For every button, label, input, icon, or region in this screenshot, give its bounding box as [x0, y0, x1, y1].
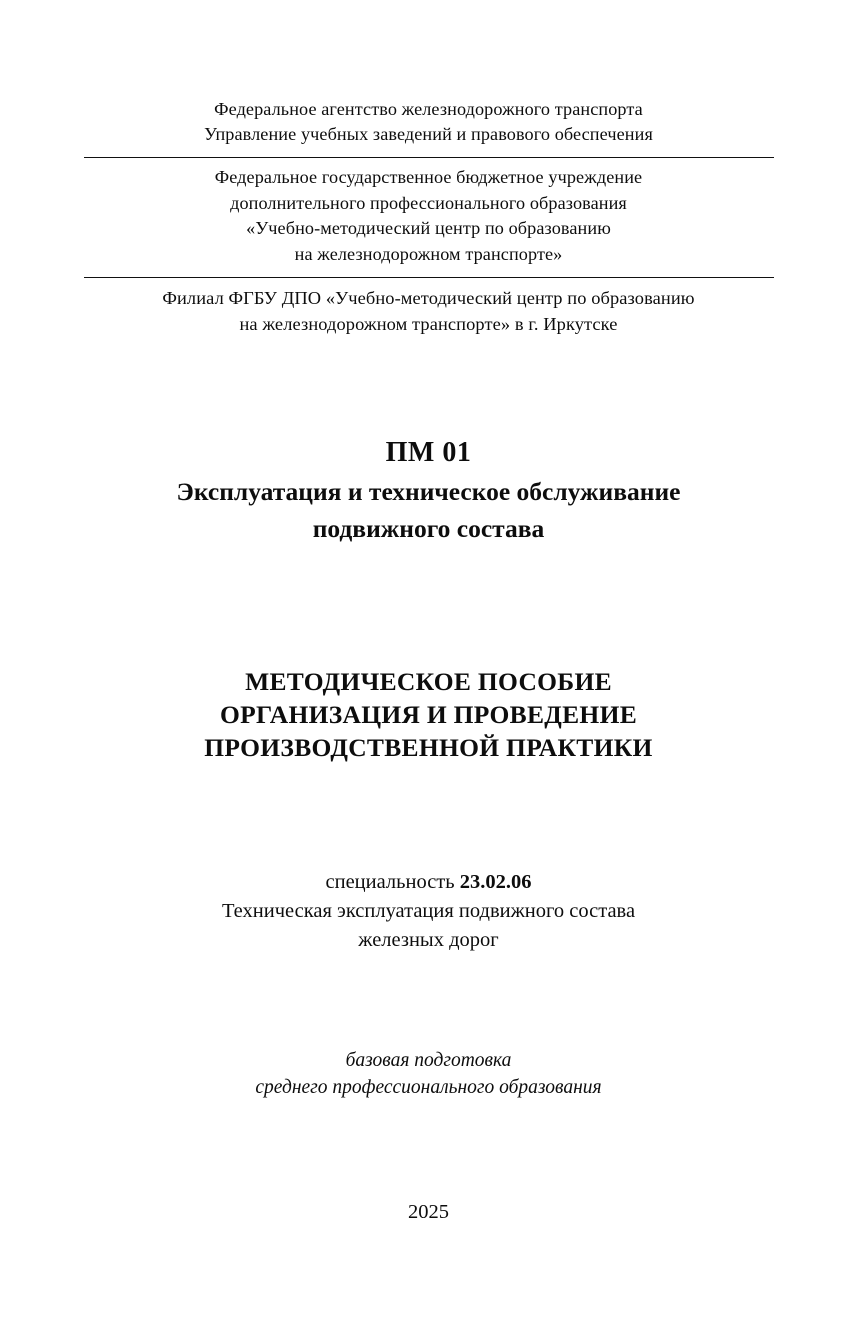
agency-group	[84, 97, 774, 151]
header-divider-2	[84, 277, 774, 278]
issuing-organization-block	[84, 97, 774, 341]
specialty-block	[0, 868, 857, 955]
title-page	[0, 97, 857, 1338]
page-title	[0, 665, 857, 764]
preparation-line-1: базовая подготовка	[345, 1050, 512, 1071]
specialty-name-line-1: Техническая эксплуатация подвижного состава	[221, 900, 636, 922]
agency-line-1: Федеральное агентство железнодорожного транспорта	[214, 99, 643, 119]
main-heading-line-2: ОРГАНИЗАЦИЯ И ПРОВЕДЕНИЕ	[219, 700, 638, 729]
specialty-code: 23.02.06	[459, 871, 532, 893]
institution-line-3: «Учебно-методический центр по образованию	[246, 218, 611, 238]
header-divider-1	[84, 157, 774, 158]
institution-line-1: Федеральное государственное бюджетное учреждение	[214, 167, 643, 187]
specialty-name-line-2: железных дорог	[358, 929, 499, 951]
institution-line-2: дополнительного профессионального образования	[230, 192, 627, 213]
specialty-code-line	[0, 868, 857, 897]
branch-group	[84, 285, 774, 341]
institution-group	[84, 165, 774, 271]
branch-line-2: на железнодорожном транспорте» в г. Иркутске	[239, 314, 618, 334]
module-title-line-1: Эксплуатация и техническое обслуживание	[176, 477, 681, 506]
module-title	[0, 473, 857, 547]
module-block	[0, 436, 857, 547]
module-title-line-2: подвижного состава	[312, 514, 545, 543]
module-code: ПМ 01	[385, 437, 472, 468]
branch-line-1: Филиал ФГБУ ДПО «Учебно-методический центр по образованию	[162, 288, 695, 308]
preparation-line-2: среднего профессионального образования	[255, 1077, 602, 1098]
main-heading-line-3: ПРОИЗВОДСТВЕННОЙ ПРАКТИКИ	[204, 733, 653, 762]
publication-year: 2025	[408, 1201, 449, 1223]
main-heading-line-1: МЕТОДИЧЕСКОЕ ПОСОБИЕ	[245, 667, 612, 696]
specialty-label: специальность	[325, 871, 455, 893]
agency-line-2: Управление учебных заведений и правового обеспечения	[204, 124, 653, 144]
institution-line-4: на железнодорожном транспорте»	[294, 243, 563, 264]
preparation-level-block	[0, 1047, 857, 1101]
